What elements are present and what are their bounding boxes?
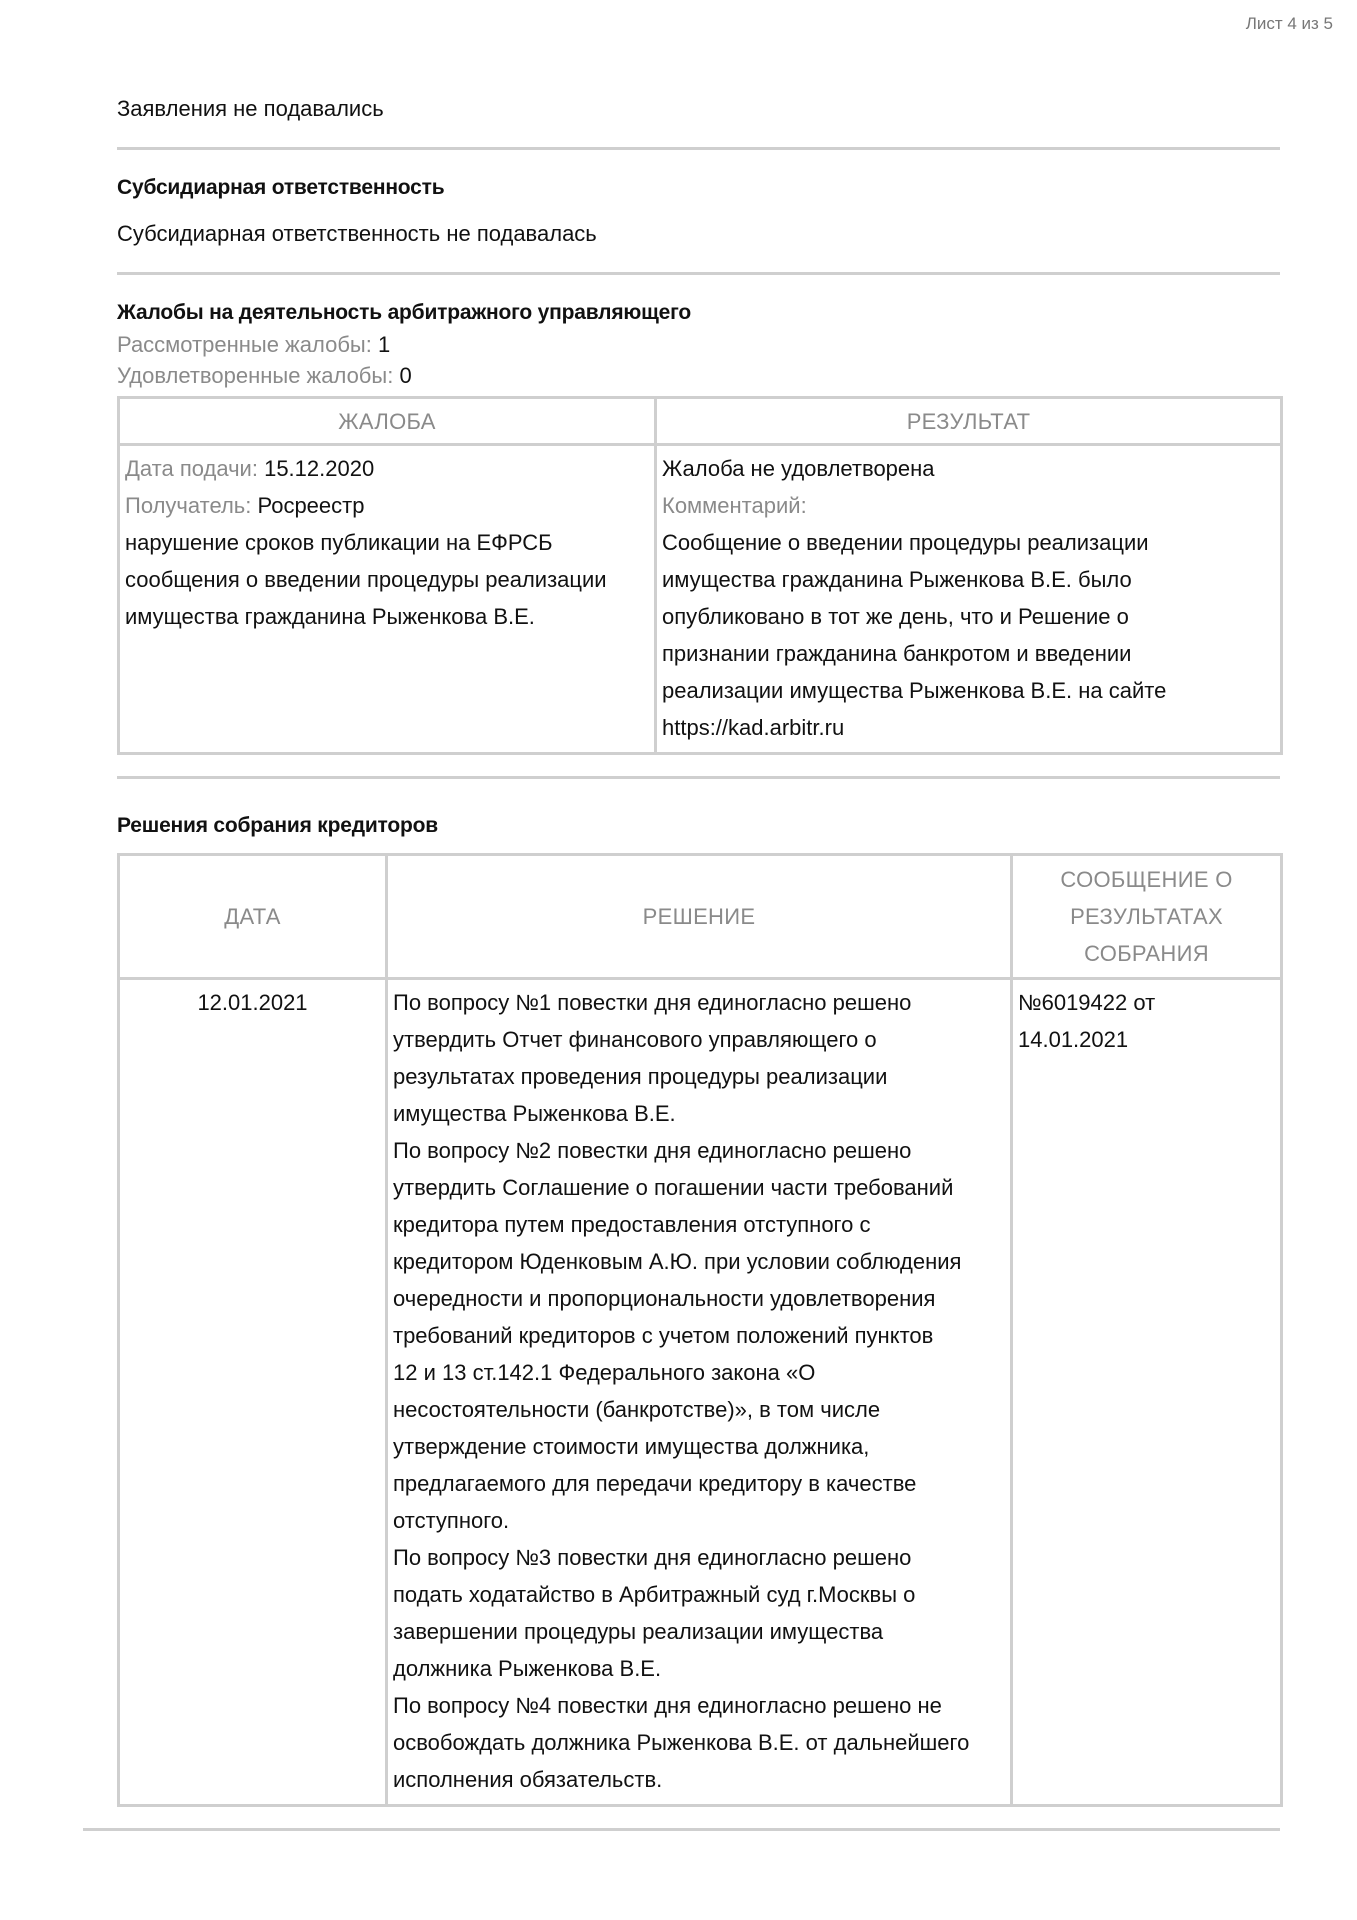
meeting-decision-cell bbox=[387, 979, 1012, 1806]
section-divider bbox=[83, 1828, 1280, 1831]
meetings-header-decision: РЕШЕНИЕ bbox=[387, 855, 1012, 979]
complaint-recipient-value: Росреестр bbox=[257, 493, 365, 518]
meetings-header-date: ДАТА bbox=[119, 855, 387, 979]
decision-line: По вопросу №3 повестки дня единогласно решено bbox=[393, 1545, 912, 1570]
subsidiary-text: Субсидиарная ответственность не подавалась bbox=[117, 221, 597, 246]
complaint-date-label: Дата подачи: bbox=[125, 456, 258, 481]
decision-line: отступного. bbox=[393, 1508, 510, 1533]
decision-line: освобождать должника Рыженкова В.Е. от дальнейшего bbox=[393, 1730, 970, 1755]
complaints-reviewed-value: 1 bbox=[377, 332, 391, 357]
document-content bbox=[117, 92, 1280, 1831]
complaints-satisfied-label: Удовлетворенные жалобы: bbox=[117, 363, 394, 388]
meetings-header-message-line: РЕЗУЛЬТАТАХ bbox=[1070, 904, 1223, 929]
complaint-date-value: 15.12.2020 bbox=[264, 456, 375, 481]
decision-line: завершении процедуры реализации имущества bbox=[393, 1619, 884, 1644]
complaints-satisfied bbox=[117, 360, 1280, 391]
complaints-header-complaint: ЖАЛОБА bbox=[119, 398, 656, 445]
table-row bbox=[119, 445, 1282, 754]
subsidiary-title: Субсидиарная ответственность bbox=[117, 176, 445, 199]
complaint-result: Жалоба не удовлетворена bbox=[662, 456, 935, 481]
complaint-comment-line: имущества гражданина Рыженкова В.Е. было bbox=[662, 567, 1132, 592]
decision-line: результатах проведения процедуры реализации bbox=[393, 1064, 888, 1089]
complaint-description-line: нарушение сроков публикации на ЕФРСБ bbox=[125, 530, 553, 555]
decision-line: подать ходатайство в Арбитражный суд г.Москвы о bbox=[393, 1582, 916, 1607]
decision-line: предлагаемого для передачи кредитору в качестве bbox=[393, 1471, 917, 1496]
meetings-table bbox=[117, 853, 1283, 1807]
page-number-label: Лист 4 из 5 bbox=[1245, 14, 1333, 33]
meeting-message-line: 14.01.2021 bbox=[1018, 1027, 1129, 1052]
decision-line: исполнения обязательств. bbox=[393, 1767, 663, 1792]
complaint-comment-line: признании гражданина банкротом и введении bbox=[662, 641, 1132, 666]
meeting-message-line: №6019422 от bbox=[1018, 990, 1156, 1015]
decision-line: утвердить Отчет финансового управляющего о bbox=[393, 1027, 877, 1052]
meeting-message-cell bbox=[1012, 979, 1282, 1806]
meetings-title: Решения собрания кредиторов bbox=[117, 814, 438, 837]
decision-line: очередности и пропорциональности удовлетворения bbox=[393, 1286, 936, 1311]
complaint-cell bbox=[119, 445, 656, 754]
decision-line: кредитора путем предоставления отступного с bbox=[393, 1212, 871, 1237]
complaint-comment-link[interactable]: https://kad.arbitr.ru bbox=[662, 715, 845, 740]
decision-line: По вопросу №2 повестки дня единогласно решено bbox=[393, 1138, 912, 1163]
complaint-recipient bbox=[125, 487, 649, 524]
meetings-header-message bbox=[1012, 855, 1282, 979]
table-row bbox=[119, 979, 1282, 1806]
result-cell bbox=[656, 445, 1282, 754]
complaint-comment-line: реализации имущества Рыженкова В.Е. на сайте bbox=[662, 678, 1167, 703]
decision-line: утвердить Соглашение о погашении части требований bbox=[393, 1175, 954, 1200]
statements-text: Заявления не подавались bbox=[117, 96, 384, 121]
complaint-description-line: сообщения о введении процедуры реализации bbox=[125, 567, 607, 592]
complaint-recipient-label: Получатель: bbox=[125, 493, 252, 518]
decision-line: должника Рыженкова В.Е. bbox=[393, 1656, 662, 1681]
complaint-comment-line: Сообщение о введении процедуры реализации bbox=[662, 530, 1149, 555]
meetings-header-message-line: СОБРАНИЯ bbox=[1084, 941, 1209, 966]
complaints-table bbox=[117, 396, 1283, 755]
decision-line: утверждение стоимости имущества должника, bbox=[393, 1434, 870, 1459]
decision-line: 12 и 13 ст.142.1 Федерального закона «О bbox=[393, 1360, 816, 1385]
complaints-reviewed bbox=[117, 329, 1280, 360]
complaint-date bbox=[125, 450, 649, 487]
complaint-comment-label: Комментарий: bbox=[662, 493, 807, 518]
complaints-title: Жалобы на деятельность арбитражного управляющего bbox=[117, 301, 692, 324]
decision-line: требований кредиторов с учетом положений пунктов bbox=[393, 1323, 934, 1348]
decision-line: несостоятельности (банкротстве)», в том числе bbox=[393, 1397, 881, 1422]
complaints-satisfied-value: 0 bbox=[399, 363, 412, 388]
complaints-header-result: РЕЗУЛЬТАТ bbox=[656, 398, 1282, 445]
decision-line: По вопросу №4 повестки дня единогласно решено не bbox=[393, 1693, 942, 1718]
meeting-date: 12.01.2021 bbox=[119, 979, 387, 1806]
decision-line: кредитором Юденковым А.Ю. при условии соблюдения bbox=[393, 1249, 962, 1274]
meetings-header-message-line: СООБЩЕНИЕ О bbox=[1060, 867, 1233, 892]
decision-line: имущества Рыженкова В.Е. bbox=[393, 1101, 676, 1126]
complaint-description-line: имущества гражданина Рыженкова В.Е. bbox=[125, 604, 535, 629]
decision-line: По вопросу №1 повестки дня единогласно решено bbox=[393, 990, 912, 1015]
complaints-reviewed-label: Рассмотренные жалобы: bbox=[117, 332, 372, 357]
complaint-comment-line: опубликовано в тот же день, что и Решение о bbox=[662, 604, 1129, 629]
